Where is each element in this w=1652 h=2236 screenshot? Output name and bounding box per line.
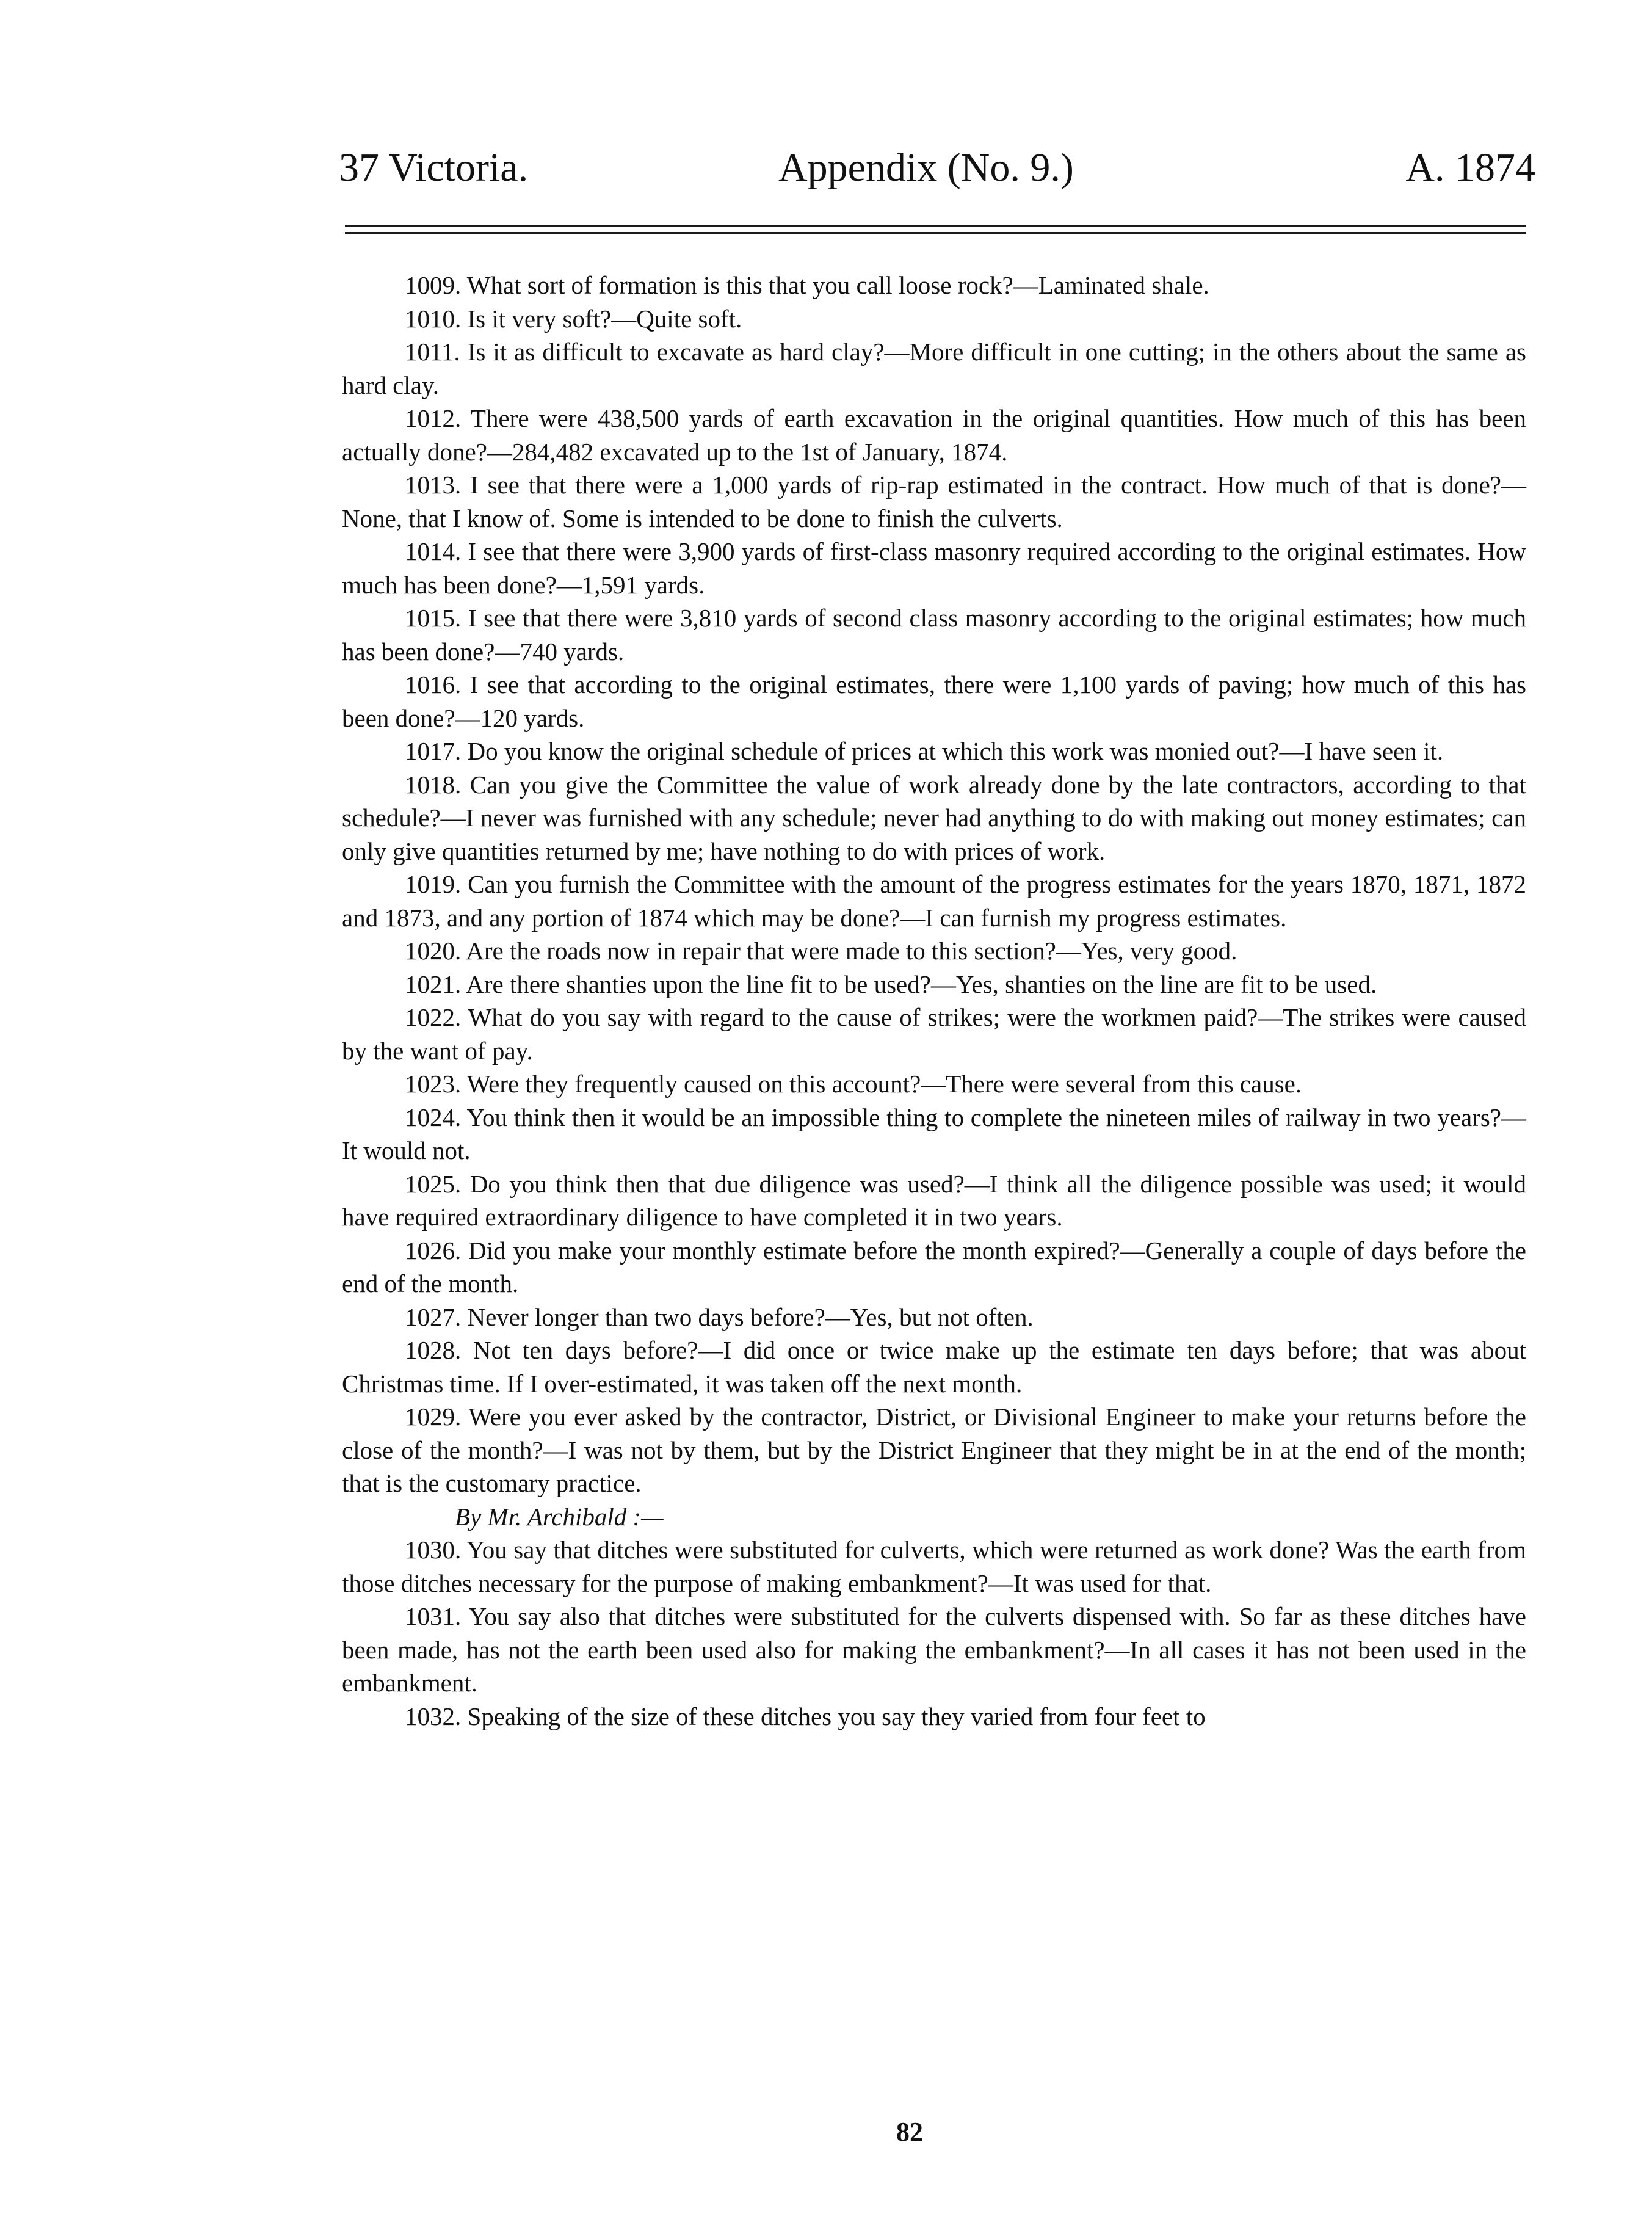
header-year: A. 1874 [1405,145,1535,190]
subheading-examiner: By Mr. Archibald :— [455,1502,664,1531]
paragraph-1031: 1031. You say also that ditches were substituted for the culverts dispensed with. So far as these ditches have been made, has not the earth been used also for making the embankment?—In all cases it has not been used in the embankment. [342,1602,1526,1697]
paragraph-1030: 1030. You say that ditches were substituted for culverts, which were returned as work done? Was the earth from those ditches necessary for the purpose of making embankment?—It was used for that. [342,1536,1526,1597]
paragraph-1027: 1027. Never longer than two days before?—Yes, but not often. [405,1302,1034,1331]
paragraph-1012: 1012. There were 438,500 yards of earth excavation in the original quantities. How much of this has been actually done?—284,482 excavated up to the 1st of January, 1874. [342,404,1526,466]
paragraph-1019: 1019. Can you furnish the Committee with the amount of the progress estimates for the years 1870, 1871, 1872 and 1873, and any portion of 1874 which may be done?—I can furnish my progress estimates. [342,870,1526,932]
header-appendix: Appendix (No. 9.) [778,145,1074,190]
paragraph-1014: 1014. I see that there were 3,900 yards of first-class masonry required according to the original estimates. How much has been done?—1,591 yards. [342,537,1526,599]
paragraph-1011: 1011. Is it as difficult to excavate as hard clay?—More difficult in one cutting; in the others about the same as hard clay. [342,338,1526,399]
paragraph-1021: 1021. Are there shanties upon the line fit to be used?—Yes, shanties on the line are fit to be used. [405,970,1377,998]
paragraph-1023: 1023. Were they frequently caused on this account?—There were several from this cause. [405,1070,1302,1098]
paragraph-1015: 1015. I see that there were 3,810 yards of second class masonry according to the original estimates; how much has been done?—740 yards. [342,604,1526,666]
header-session: 37 Victoria. [339,145,529,190]
paragraph-1028: 1028. Not ten days before?—I did once or twice make up the estimate ten days before; that was about Christmas time. If I over-estimated, it was taken off the next month. [342,1336,1526,1398]
running-header [339,140,1535,195]
paragraph-1025: 1025. Do you think then that due diligence was used?—I think all the diligence possible was used; it would have required extraordinary diligence to have completed it in two years. [342,1169,1526,1231]
paragraph-1010: 1010. Is it very soft?—Quite soft. [405,304,742,333]
header-rule-top [345,225,1526,227]
paragraph-1009: 1009. What sort of formation is this that you call loose rock?—Laminated shale. [405,271,1209,299]
page-number: 82 [896,2117,923,2147]
paragraph-1029: 1029. Were you ever asked by the contractor, District, or Divisional Engineer to make your returns before the close of the month?—I was not by them, but by the District Engineer that they might be in at the end of the month; that is the customary practice. [342,1403,1526,1497]
paragraph-1017: 1017. Do you know the original schedule of prices at which this work was monied out?—I have seen it. [405,737,1444,765]
paragraph-1016: 1016. I see that according to the original estimates, there were 1,100 yards of paving; how much of this has been done?—120 yards. [342,670,1526,732]
paragraph-1032: 1032. Speaking of the size of these ditches you say they varied from four feet to [405,1702,1206,1730]
header-rule-bottom [345,232,1526,234]
paragraph-1020: 1020. Are the roads now in repair that were made to this section?—Yes, very good. [405,937,1237,965]
paragraph-1026: 1026. Did you make your monthly estimate before the month expired?—Generally a couple of days before the end of the month. [342,1236,1526,1298]
paragraph-1022: 1022. What do you say with regard to the cause of strikes; were the workmen paid?—The strikes were caused by the want of pay. [342,1003,1526,1065]
paragraph-1013: 1013. I see that there were a 1,000 yards of rip-rap estimated in the contract. How much of that is done?—None, that I know of. Some is intended to be done to finish the culverts. [342,471,1526,532]
paragraph-1018: 1018. Can you give the Committee the value of work already done by the late contractors, according to that schedule?—I never was furnished with any schedule; never had anything to do with making out money estimates; can only give quantities returned by me; have nothing to do with prices of work. [342,770,1526,865]
paragraph-1024: 1024. You think then it would be an impossible thing to complete the nineteen miles of railway in two years?—It would not. [342,1103,1526,1164]
document-body [342,269,1526,1733]
